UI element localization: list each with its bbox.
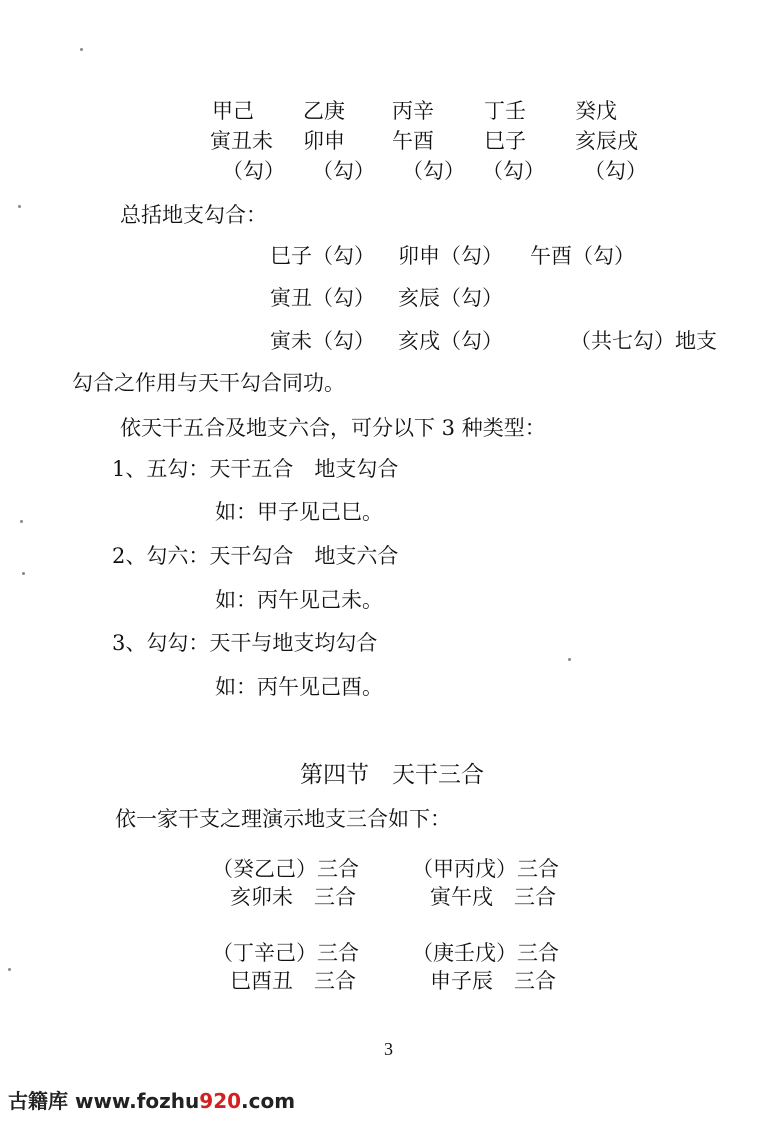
triad-stems: （丁辛己）三合 xyxy=(212,941,359,965)
triad-branches: 巳酉丑 三合 xyxy=(230,969,356,993)
table1-cell: 寅丑未 xyxy=(210,129,273,153)
type-label: 2、勾六：天干勾合 地支六合 xyxy=(112,544,399,568)
scan-speck xyxy=(8,968,11,971)
table1-cell: （勾） xyxy=(402,159,465,183)
table1-cell: （勾） xyxy=(584,159,647,183)
table1-cell: 癸戊 xyxy=(575,99,617,123)
summary-item: 亥戌（勾） xyxy=(398,329,503,353)
type-example: 如：甲子见己巳。 xyxy=(215,500,383,524)
summary-item: 午酉（勾） xyxy=(530,244,635,268)
summary-item: 寅丑（勾） xyxy=(270,286,375,310)
table1-cell: 甲己 xyxy=(212,99,254,123)
summary-item: 亥辰（勾） xyxy=(398,286,503,310)
summary-item: 寅未（勾） xyxy=(270,329,375,353)
watermark-prefix: 古籍库 www.fozhu xyxy=(8,1089,200,1113)
type-example: 如：丙午见己未。 xyxy=(215,588,383,612)
watermark-number: 920 xyxy=(199,1089,242,1113)
table1-cell: 丁壬 xyxy=(484,99,526,123)
scan-speck xyxy=(22,572,25,575)
table1-cell: 丙辛 xyxy=(392,99,434,123)
table1-cell: 卯申 xyxy=(303,129,345,153)
summary-item: 卯申（勾） xyxy=(398,244,503,268)
table1-cell: （勾） xyxy=(482,159,545,183)
type-example: 如：丙午见己酉。 xyxy=(215,675,383,699)
triad-branches: 寅午戌 三合 xyxy=(430,885,556,909)
summary-item: 巳子（勾） xyxy=(270,244,375,268)
table1-cell: （勾） xyxy=(312,159,375,183)
types-intro: 依天干五合及地支六合，可分以下 3 种类型： xyxy=(120,416,546,440)
table1-cell: （勾） xyxy=(222,159,285,183)
triad-stems: （癸乙己）三合 xyxy=(212,857,359,881)
watermark xyxy=(8,1085,295,1114)
summary-continuation: 勾合之作用与天干勾合同功。 xyxy=(72,371,345,395)
triad-stems: （甲丙戊）三合 xyxy=(412,857,559,881)
type-label: 1、五勾：天干五合 地支勾合 xyxy=(112,457,399,481)
triad-stems: （庚壬戊）三合 xyxy=(412,941,559,965)
scan-speck xyxy=(568,658,571,661)
type-label: 3、勾勾：天干与地支均勾合 xyxy=(112,631,378,655)
summary-title: 总括地支勾合： xyxy=(120,203,267,227)
scan-speck xyxy=(20,520,23,523)
scan-speck xyxy=(80,48,83,51)
table1-cell: 巳子 xyxy=(484,129,526,153)
section-heading: 第四节 天干三合 xyxy=(300,762,484,788)
section-intro: 依一家干支之理演示地支三合如下： xyxy=(115,807,451,831)
scan-speck xyxy=(18,205,21,208)
watermark-suffix: .com xyxy=(241,1089,296,1113)
triad-branches: 申子辰 三合 xyxy=(430,969,556,993)
table1-cell: 亥辰戌 xyxy=(575,129,638,153)
table1-cell: 午酉 xyxy=(392,129,434,153)
triad-branches: 亥卯未 三合 xyxy=(230,885,356,909)
page-number: 3 xyxy=(384,1039,393,1059)
summary-item: （共七勾）地支 xyxy=(570,329,717,353)
table1-cell: 乙庚 xyxy=(303,99,345,123)
